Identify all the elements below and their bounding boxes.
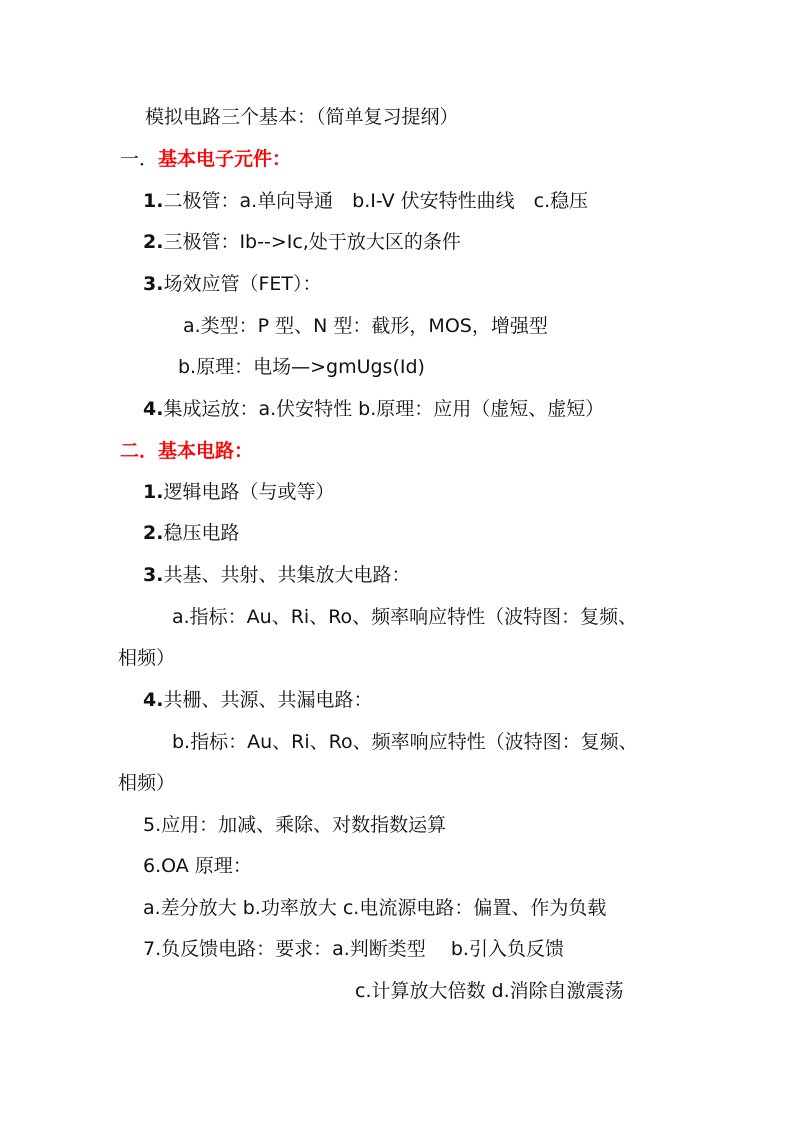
item-text: 共基、共射、共集放大电路： — [163, 564, 411, 586]
item-number: 2. — [143, 522, 164, 544]
item-number: 3. — [143, 273, 164, 295]
list-item — [143, 521, 239, 545]
list-item: 5.应用：加减、乘除、对数指数运算 — [143, 814, 447, 836]
section-number: 一． — [120, 148, 159, 170]
list-item — [143, 397, 604, 421]
list-item — [143, 230, 461, 254]
sub-item: a.差分放大 b.功率放大 c.电流源电路：偏置、作为负载 — [143, 897, 607, 919]
sub-item: b.指标：Au、Ri、Ro、频率响应特性（波特图：复频、 — [172, 731, 638, 753]
item-text: 共栅、共源、共漏电路： — [163, 689, 373, 711]
list-item — [143, 480, 334, 504]
item-number: 3. — [143, 564, 164, 586]
sub-item-continuation: 相频） — [118, 772, 176, 794]
list-item — [143, 189, 588, 213]
sub-item: a.指标：Au、Ri、Ro、频率响应特性（波特图：复频、 — [172, 606, 638, 628]
list-item: 7.负反馈电路：要求：a.判断类型 b.引入负反馈 — [143, 938, 564, 960]
item-text: 二极管：a.单向导通 b.I-V 伏安特性曲线 c.稳压 — [163, 190, 589, 212]
section-title: 基本电子元件： — [158, 148, 292, 170]
sub-item-continuation: 相频） — [118, 647, 176, 669]
document-title: 模拟电路三个基本：（简单复习提纲） — [145, 106, 459, 128]
section-number: 二． — [120, 440, 159, 462]
item-text: 稳压电路 — [163, 522, 240, 544]
list-item — [143, 688, 372, 712]
item-text: 逻辑电路（与或等） — [163, 481, 335, 503]
section-2-heading — [120, 439, 253, 463]
item-number: 1. — [143, 190, 164, 212]
section-title: 基本电路： — [158, 440, 254, 462]
list-item — [143, 272, 322, 296]
item-text: 集成运放：a.伏安特性 b.原理：应用（虚短、虚短） — [163, 398, 605, 420]
item-text: 场效应管（FET）： — [163, 273, 322, 295]
item-number: 2. — [143, 231, 164, 253]
sub-item: c.计算放大倍数 d.消除自激震荡 — [355, 980, 624, 1002]
list-item: 6.OA 原理： — [143, 855, 252, 877]
sub-item: b.原理：电场—>gmUgs(Id) — [178, 356, 425, 378]
item-number: 1. — [143, 481, 164, 503]
section-1-heading — [120, 147, 291, 171]
item-number: 4. — [143, 689, 164, 711]
sub-item: a.类型：P 型、N 型：截形，MOS，增强型 — [183, 315, 548, 337]
item-number: 4. — [143, 398, 164, 420]
item-text: 三极管：Ib-->Ic,处于放大区的条件 — [163, 231, 461, 253]
list-item — [143, 563, 410, 587]
